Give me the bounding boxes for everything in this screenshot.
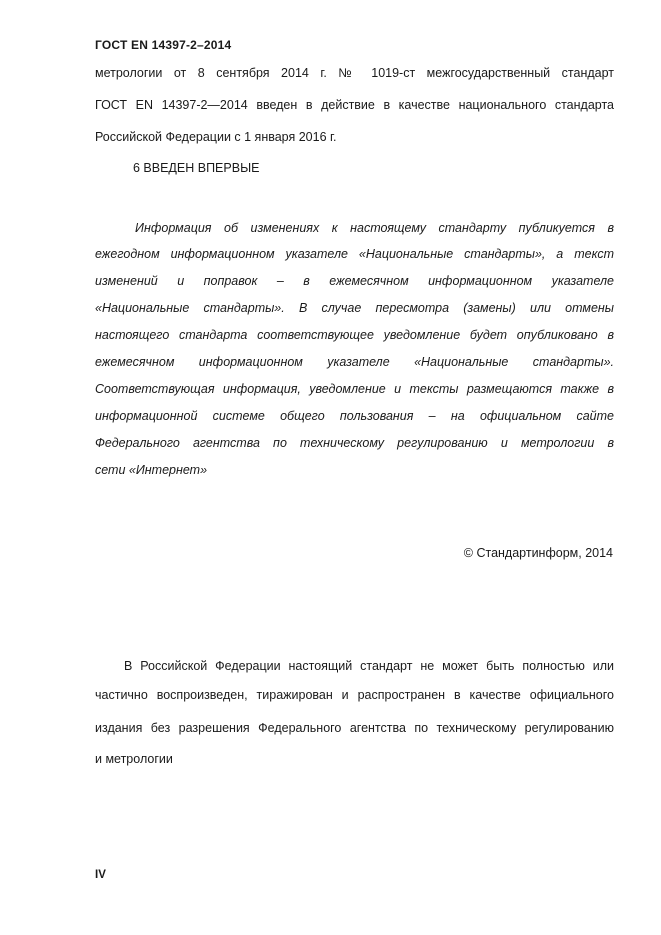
rights-paragraph-line: частично воспроизведен, тиражирован и распространен в качестве официального xyxy=(95,688,614,702)
copyright-notice: © Стандартинформ, 2014 xyxy=(463,546,613,560)
rights-paragraph-line: издания без разрешения Федерального агентства по техническому регулированию xyxy=(95,721,614,735)
info-paragraph-line: настоящего стандарта соответствующее уведомление будет опубликовано в xyxy=(95,328,614,342)
info-paragraph-line: «Национальные стандарты». В случае пересмотра (замены) или отмены xyxy=(95,301,614,315)
info-paragraph-line: Федерального агентства по техническому регулированию и метрологии в xyxy=(95,436,614,450)
running-header: ГОСТ EN 14397-2–2014 xyxy=(95,38,232,52)
info-paragraph-line: Информация об изменениях к настоящему стандарту публикуется в xyxy=(135,221,614,235)
page-number: IV xyxy=(95,869,106,881)
rights-paragraph-line: и метрологии xyxy=(95,752,173,766)
info-paragraph-line: изменений и поправок – в ежемесячном информационном указателе xyxy=(95,274,614,288)
info-paragraph-line: Соответствующая информация, уведомление и тексты размещаются также в xyxy=(95,382,614,396)
info-paragraph-line: информационной системе общего пользования – на официальном сайте xyxy=(95,409,614,423)
info-paragraph-line: ежемесячном информационном указателе «Национальные стандарты». xyxy=(95,355,614,369)
intro-line: ГОСТ EN 14397-2—2014 введен в действие в качестве национального стандарта xyxy=(95,98,614,112)
item-6-heading: 6 ВВЕДЕН ВПЕРВЫЕ xyxy=(133,161,260,175)
rights-paragraph-line: В Российской Федерации настоящий стандарт не может быть полностью или xyxy=(124,659,614,673)
info-paragraph-line: ежегодном информационном указателе «Национальные стандарты», а текст xyxy=(95,247,614,261)
intro-line: метрологии от 8 сентября 2014 г. № 1019-ст межгосударственный стандарт xyxy=(95,66,614,80)
intro-line: Российской Федерации с 1 января 2016 г. xyxy=(95,130,337,144)
info-paragraph-line: сети «Интернет» xyxy=(95,463,208,477)
